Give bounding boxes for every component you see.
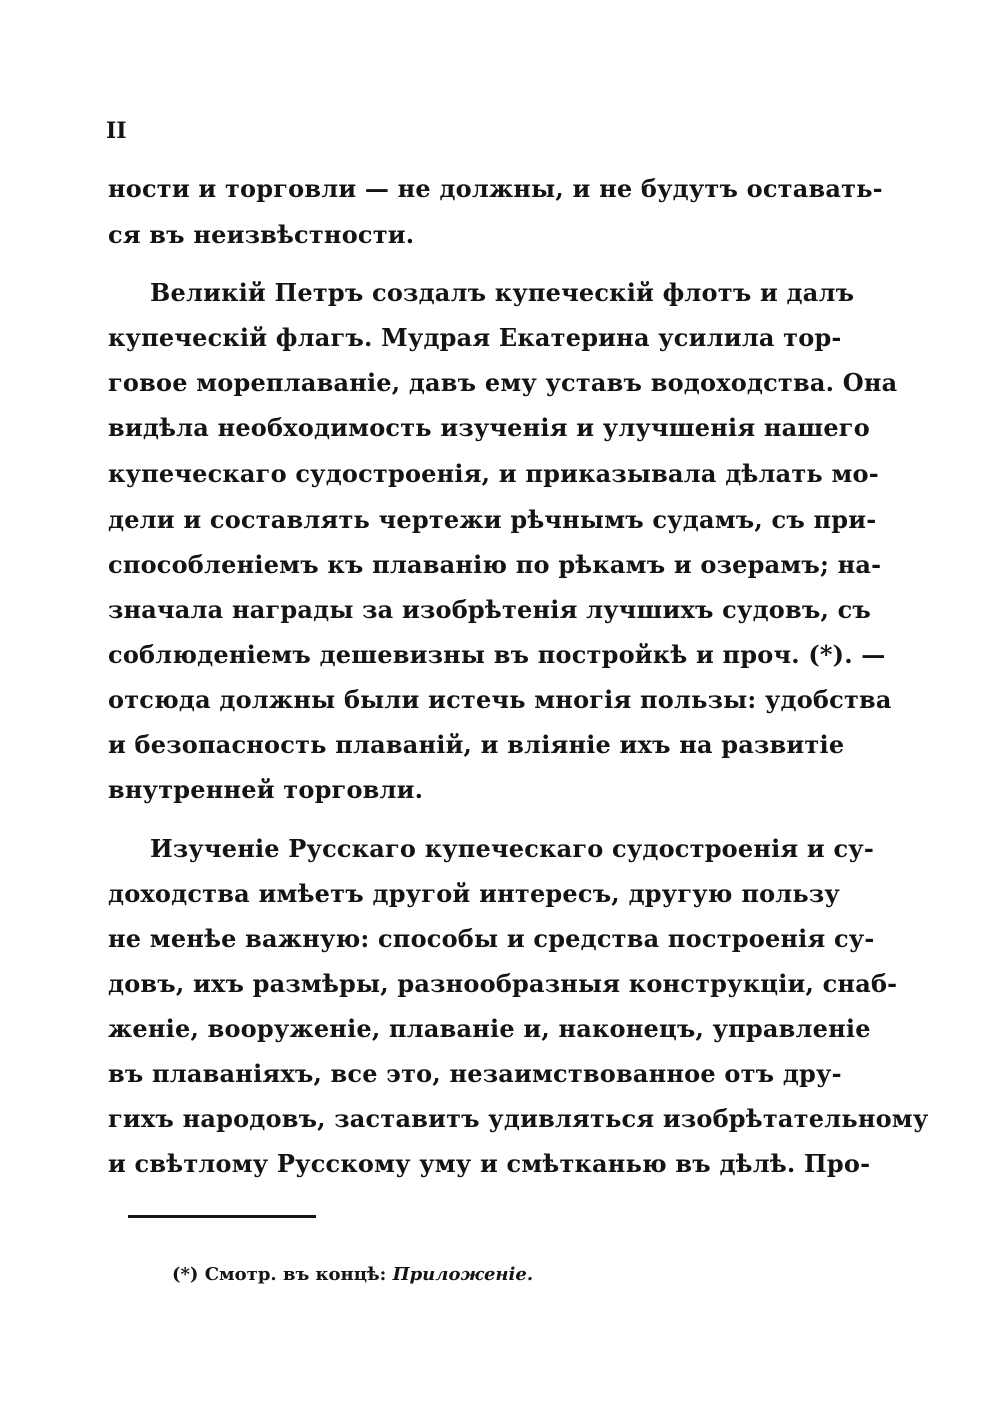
text-line: доходства имѣетъ другой интересъ, другую пользу — [108, 879, 840, 908]
page-number: II — [106, 118, 127, 144]
text-line: ности и торговли — не должны, и не будутъ оставать- — [108, 174, 883, 203]
text-line: соблюденіемъ дешевизны въ постройкѣ и проч. (*). — — [108, 640, 886, 669]
text-line: и безопасность плаваній, и вліяніе ихъ на развитіе — [108, 730, 845, 759]
text-line: отсюда должны были истечь многія пользы: удобства — [108, 685, 892, 714]
text-line: не менѣе важную: способы и средства построенія су- — [108, 924, 875, 953]
text-line: внутренней торговли. — [108, 775, 424, 804]
text-line: купеческаго судостроенія, и приказывала дѣлать мо- — [108, 459, 879, 488]
text-line: значала награды за изобрѣтенія лучшихъ судовъ, съ — [108, 595, 871, 624]
paragraph-first-line: Изученіе Русскаго купеческаго судостроенія и су- — [150, 834, 875, 863]
text-line: говое мореплаваніе, давъ ему уставъ водоходства. Она — [108, 368, 898, 397]
text-line: и свѣтлому Русскому уму и смѣтканью въ дѣлѣ. Про- — [108, 1149, 871, 1178]
text-line: женіе, вооруженіе, плаваніе и, наконецъ, управленіе — [108, 1014, 871, 1043]
text-line: довъ, ихъ размѣры, разнообразныя конструкціи, снаб- — [108, 969, 898, 998]
text-line: купеческій флагъ. Мудрая Екатерина усилила тор- — [108, 323, 842, 352]
footnote-divider — [128, 1215, 316, 1218]
footnote-text: (*) Смотр. въ концѣ: — [172, 1264, 393, 1285]
footnote-reference: Приложеніе. — [392, 1264, 534, 1285]
text-line: ся въ неизвѣстности. — [108, 220, 415, 249]
footnote — [172, 1262, 533, 1288]
text-line: способленіемъ къ плаванію по рѣкамъ и озерамъ; на- — [108, 550, 882, 579]
text-line: гихъ народовъ, заставитъ удивляться изобрѣтательному — [108, 1104, 929, 1133]
text-line: въ плаваніяхъ, все это, незаимствованное отъ дру- — [108, 1059, 842, 1088]
paragraph-first-line: Великій Петръ создалъ купеческій флотъ и далъ — [150, 278, 855, 307]
text-line: видѣла необходимость изученія и улучшенія нашего — [108, 413, 870, 442]
text-line: дели и составлять чертежи рѣчнымъ судамъ, съ при- — [108, 505, 877, 534]
